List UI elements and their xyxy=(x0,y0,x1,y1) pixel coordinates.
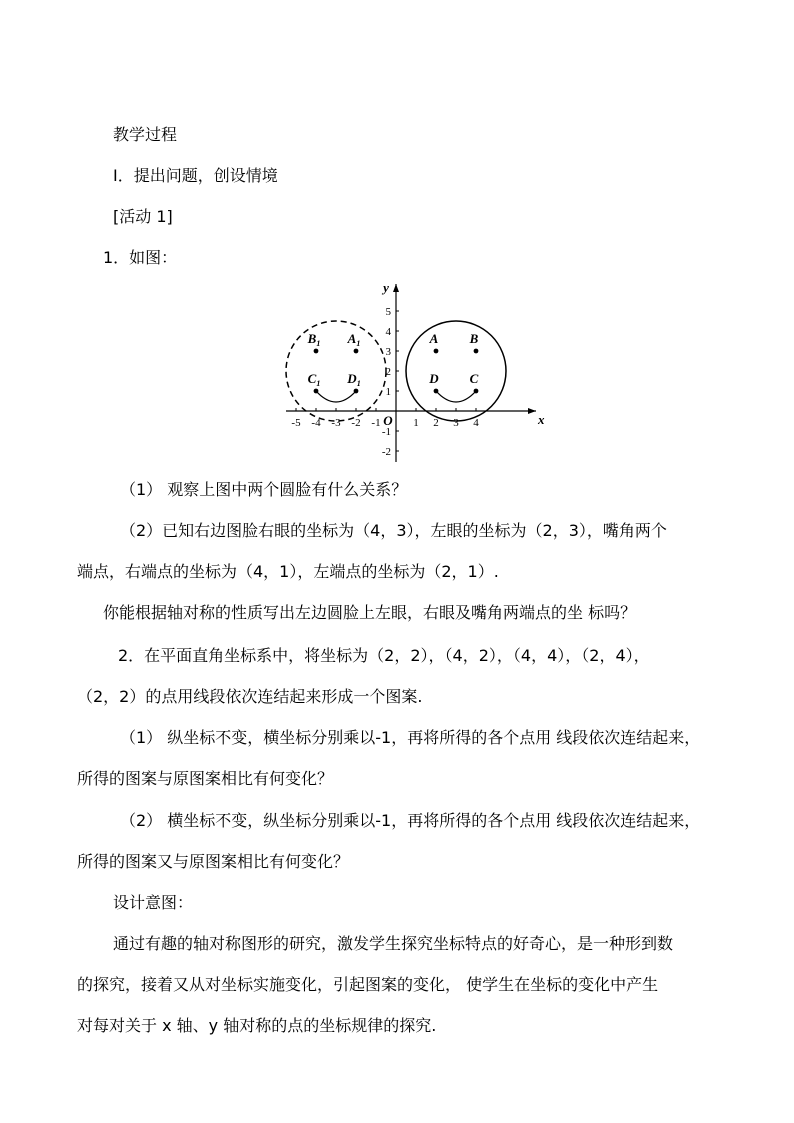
item-2-line-1: 2．在平面直角坐标系中，将坐标为（2，2），（4，2），（4，4），（2，4）， xyxy=(118,646,650,665)
y-tick-label: 4 xyxy=(385,326,391,338)
x-tick-label: 1 xyxy=(413,417,419,429)
design-intent-line-2: 的探究，接着又从对坐标实施变化，引起图案的变化， 使学生在坐标的变化中产生 xyxy=(77,975,659,994)
point-a-label: A xyxy=(429,331,439,346)
item-1-label: 1．如图： xyxy=(103,248,178,267)
point-b-dot xyxy=(474,349,479,354)
y-tick-label: 1 xyxy=(385,386,391,398)
question-2-line-3: 你能根据轴对称的性质写出左边圆脸上左眼，右眼及嘴角两端点的坐 标吗？ xyxy=(103,603,637,622)
x-tick-label: 3 xyxy=(453,417,459,429)
y-tick-label: 5 xyxy=(385,306,391,318)
design-intent-line-1: 通过有趣的轴对称图形的研究，激发学生探究坐标特点的好奇心，是一种形到数 xyxy=(113,934,674,953)
design-intent-line-3: 对每对关于 x 轴、y 轴对称的点的坐标规律的探究. xyxy=(77,1016,437,1035)
point-c-label: C xyxy=(469,371,479,386)
question-2-line-2: 端点，右端点的坐标为（4，1），左端点的坐标为（2，1）. xyxy=(77,562,499,581)
question-2-line-1: （2）已知右边图脸右眼的坐标为（4，3），左眼的坐标为（2，3），嘴角两个 xyxy=(120,521,667,540)
left-face-mouth xyxy=(316,391,356,402)
x-tick-label: -5 xyxy=(291,417,301,429)
item-2-question-1-line-1: （1） 纵坐标不变，横坐标分别乘以-1，再将所得的各个点用 线段依次连结起来， xyxy=(120,728,701,747)
section-title-1: Ⅰ．提出问题，创设情境 xyxy=(113,166,278,185)
x-tick-label: 4 xyxy=(473,417,479,429)
x-axis-arrow-icon xyxy=(528,408,536,414)
x-tick-label: -2 xyxy=(351,417,361,429)
y-tick-label: 3 xyxy=(385,346,391,358)
y-axis-arrow-icon xyxy=(393,284,399,292)
y-tick-label: -1 xyxy=(381,426,391,438)
point-a-dot xyxy=(434,349,439,354)
section-heading: 教学过程 xyxy=(113,125,178,144)
point-c1-dot xyxy=(314,389,319,394)
point-d1-dot xyxy=(354,389,359,394)
x-tick-label: -4 xyxy=(311,417,321,429)
point-b-label: B xyxy=(469,331,479,346)
point-d-dot xyxy=(434,389,439,394)
x-tick-label: 2 xyxy=(433,417,439,429)
right-face-mouth xyxy=(436,391,476,402)
point-b1-dot xyxy=(314,349,319,354)
right-face-outline xyxy=(406,321,506,421)
question-1: （1） 观察上图中两个圆脸有什么关系？ xyxy=(120,480,408,499)
x-axis-label: x xyxy=(538,412,545,427)
design-intent-heading: 设计意图： xyxy=(113,893,194,912)
item-2-question-2-line-1: （2） 横坐标不变，纵坐标分别乘以-1，再将所得的各个点用 线段依次连结起来， xyxy=(120,811,701,830)
y-axis-label: y xyxy=(383,280,389,295)
point-d1-label: $D_1$ xyxy=(347,371,361,388)
coordinate-figure xyxy=(278,280,546,466)
y-tick-label: 2 xyxy=(385,366,391,378)
left-face xyxy=(286,321,386,421)
left-face-outline xyxy=(286,321,386,421)
x-tick-label: -1 xyxy=(371,417,381,429)
item-2-question-2-line-2: 所得的图案又与原图案相比有何变化？ xyxy=(77,852,350,871)
x-tick-label: -3 xyxy=(331,417,341,429)
point-b1-label: $B_1$ xyxy=(307,331,321,348)
point-a1-label: $A_1$ xyxy=(347,331,361,348)
activity-label: [活动 1] xyxy=(113,207,173,226)
point-d-label: D xyxy=(429,371,439,386)
point-c-dot xyxy=(474,389,479,394)
item-2-question-1-line-2: 所得的图案与原图案相比有何变化？ xyxy=(77,769,334,788)
point-a1-dot xyxy=(354,349,359,354)
y-tick-label: -2 xyxy=(381,446,391,458)
origin-label: O xyxy=(383,413,393,428)
point-c1-label: $C_1$ xyxy=(307,371,321,388)
right-face xyxy=(406,321,506,421)
item-2-line-2: （2，2）的点用线段依次连结起来形成一个图案. xyxy=(77,687,423,706)
